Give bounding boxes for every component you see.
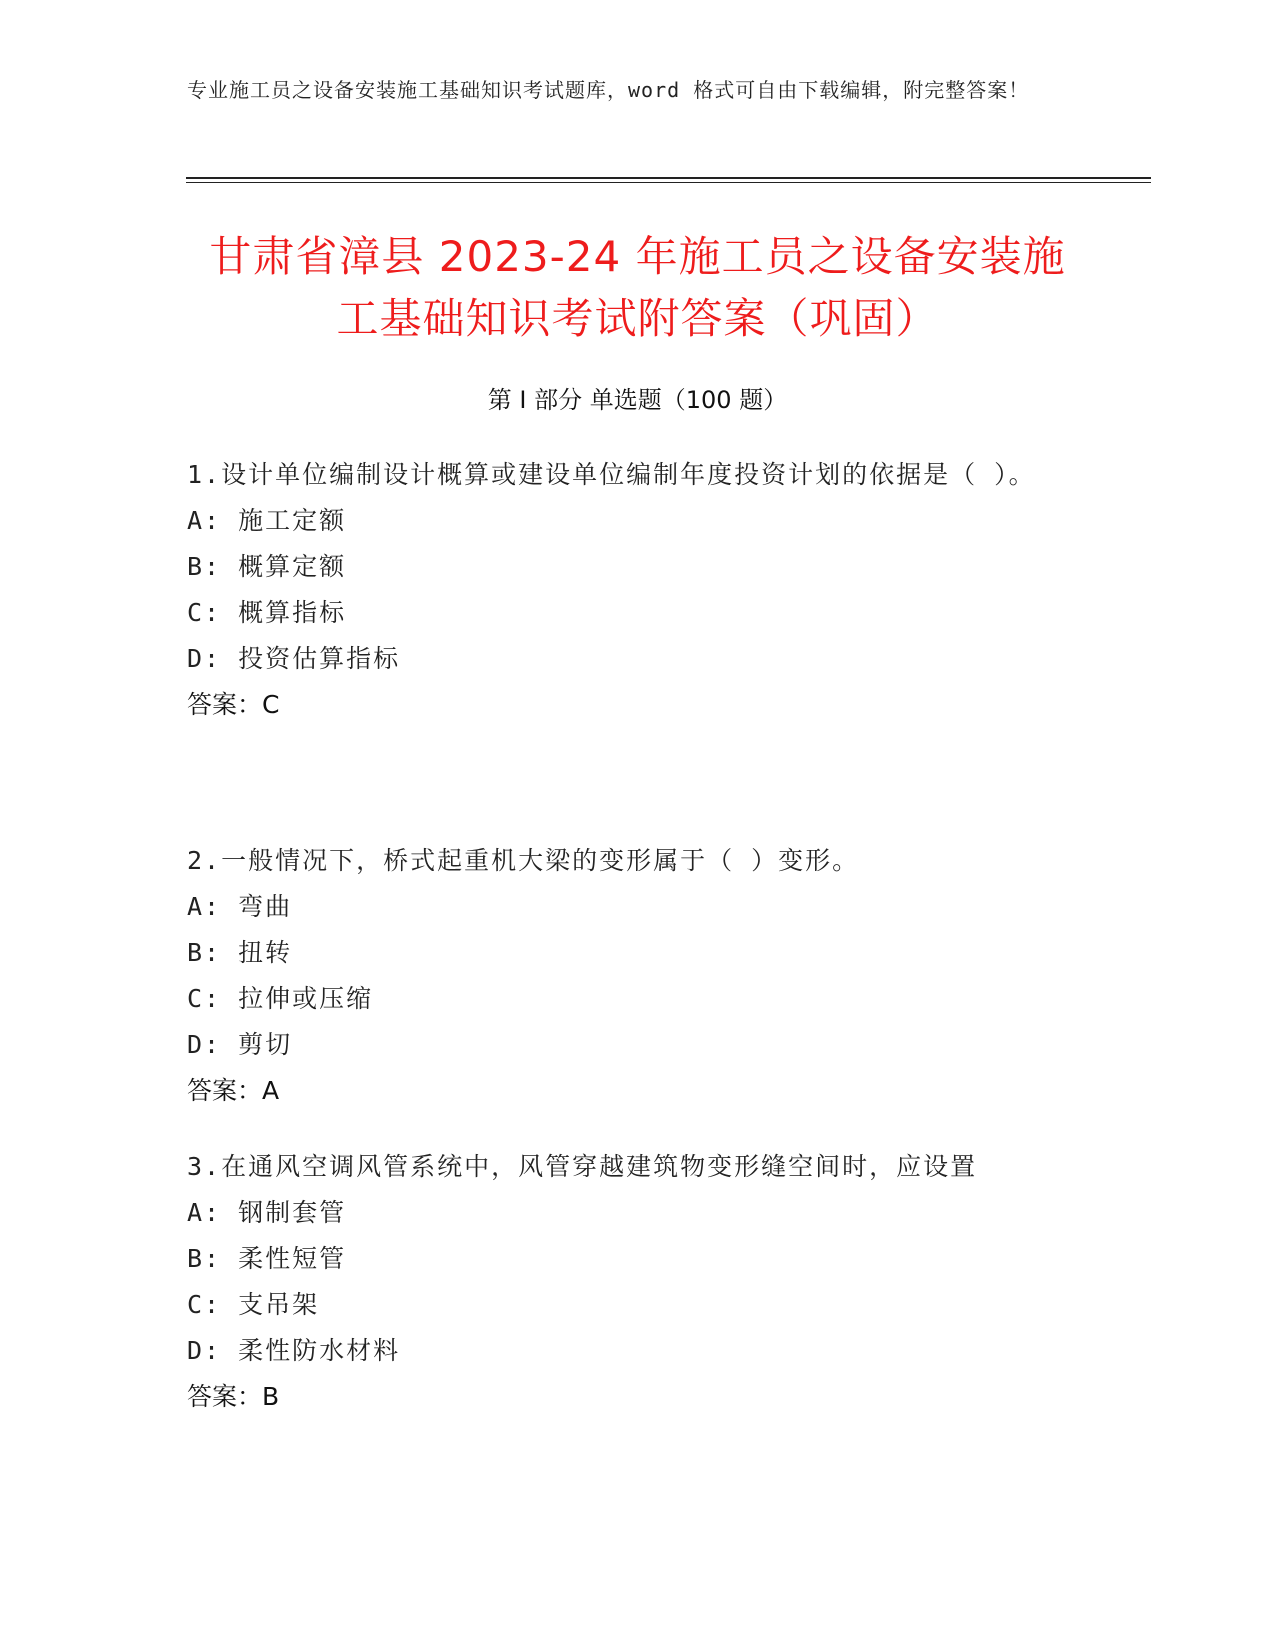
question-option-c: C: 概算指标 <box>187 598 347 627</box>
question-option-b: B: 扭转 <box>187 938 293 967</box>
question-option-d: D: 剪切 <box>187 1030 293 1059</box>
question-2 <box>187 838 1087 1114</box>
question-answer: 答案：A <box>187 1076 280 1105</box>
section-title: 第 I 部分 单选题（100 题） <box>487 386 788 414</box>
header-note: 专业施工员之设备安装施工基础知识考试题库，word 格式可自由下载编辑，附完整答案！ <box>187 78 1030 102</box>
question-option-a: A: 施工定额 <box>187 506 347 535</box>
header-divider-thick <box>186 177 1151 179</box>
question-option-b: B: 柔性短管 <box>187 1244 347 1273</box>
header-divider-thin <box>186 182 1151 183</box>
question-stem: 3.在通风空调风管系统中，风管穿越建筑物变形缝空间时，应设置 <box>187 1152 978 1181</box>
question-option-d: D: 投资估算指标 <box>187 644 401 673</box>
question-answer: 答案：B <box>187 1382 280 1411</box>
question-stem: 1.设计单位编制设计概算或建设单位编制年度投资计划的依据是（ ）。 <box>187 460 1036 489</box>
question-option-c: C: 支吊架 <box>187 1290 320 1319</box>
question-1 <box>187 452 1087 728</box>
question-option-a: A: 钢制套管 <box>187 1198 347 1227</box>
document-title-line-1: 甘肃省漳县 2023-24 年施工员之设备安装施 <box>209 232 1066 281</box>
question-answer: 答案：C <box>187 690 280 719</box>
question-option-b: B: 概算定额 <box>187 552 347 581</box>
document-title <box>130 226 1145 350</box>
question-3 <box>187 1144 1087 1420</box>
question-option-d: D: 柔性防水材料 <box>187 1336 401 1365</box>
question-stem: 2.一般情况下，桥式起重机大梁的变形属于（ ）变形。 <box>187 846 860 875</box>
document-title-line-2: 工基础知识考试附答案（巩固） <box>336 294 939 343</box>
question-option-a: A: 弯曲 <box>187 892 293 921</box>
question-option-c: C: 拉伸或压缩 <box>187 984 374 1013</box>
